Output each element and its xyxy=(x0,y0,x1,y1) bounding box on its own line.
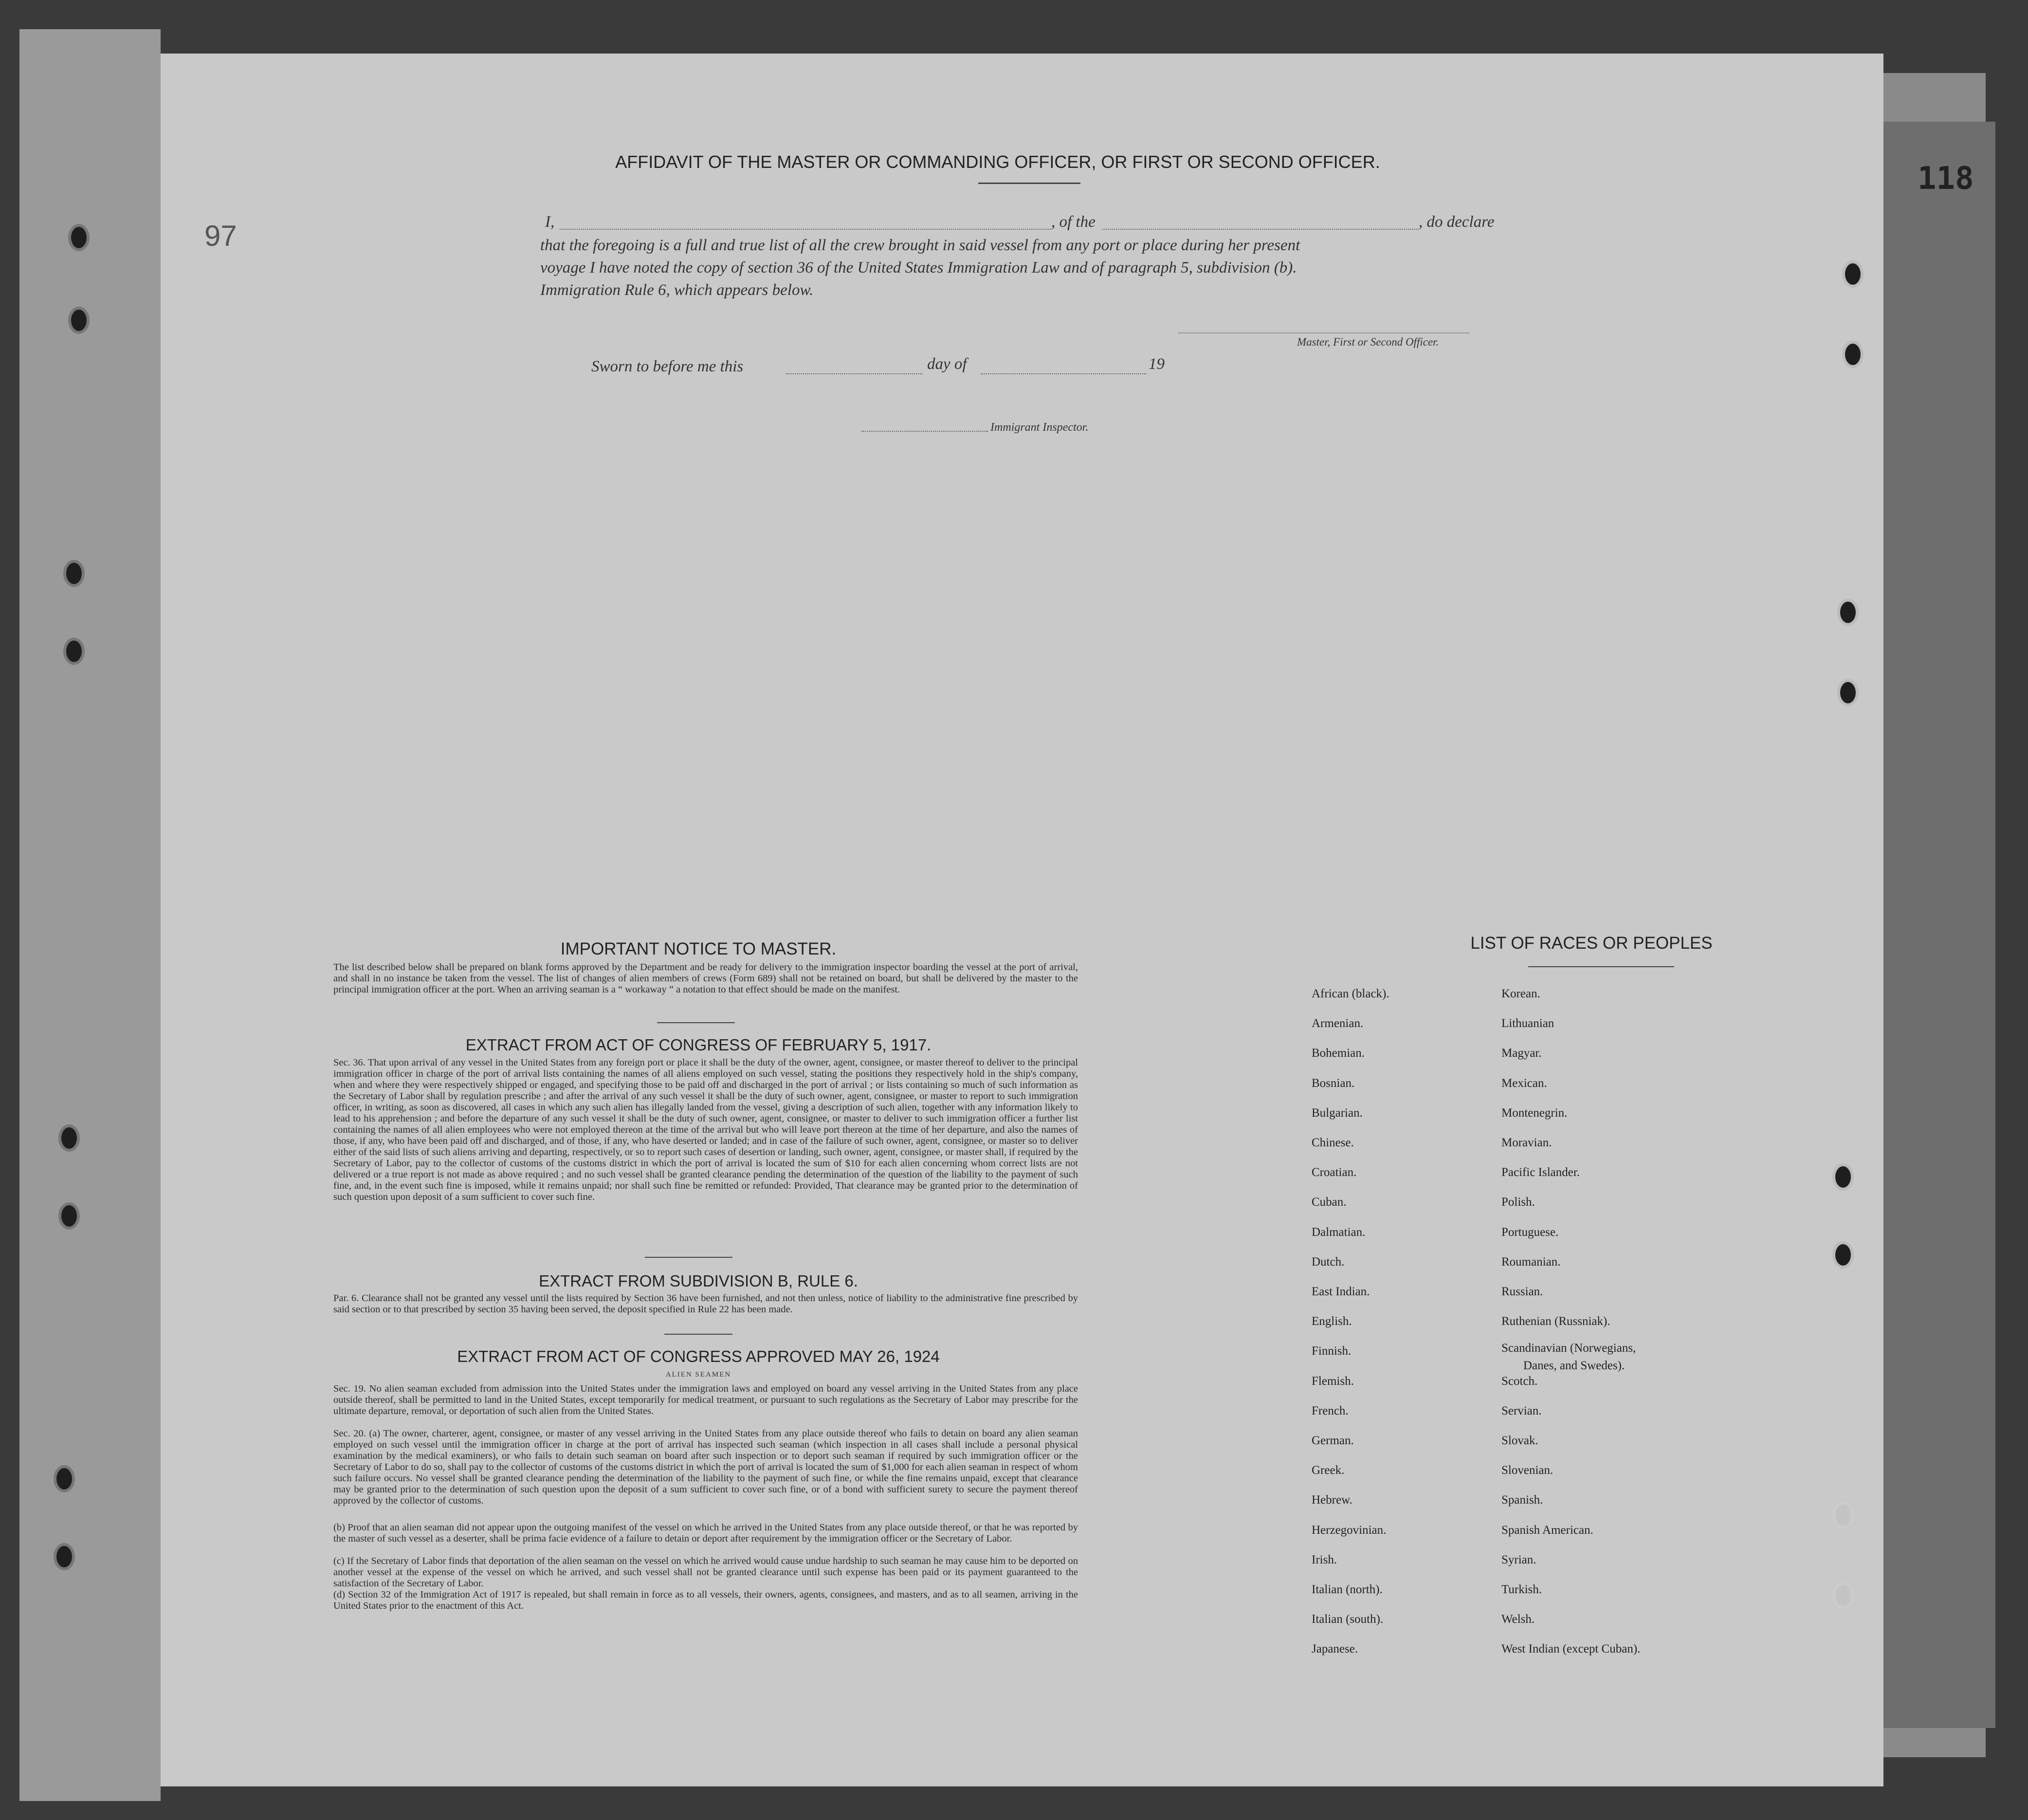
binder-hole xyxy=(68,307,90,334)
sworn-text: Sworn to before me this xyxy=(591,358,744,375)
affidavit-rule xyxy=(978,183,1080,184)
affidavit-title: AFFIDAVIT OF THE MASTER OR COMMANDING OFFICER, OR FIRST OR SECOND OFFICER. xyxy=(615,152,1380,172)
race-item: Spanish American. xyxy=(1501,1523,1593,1537)
back-sheet-edge xyxy=(1879,122,1995,1728)
extract-1917-title: EXTRACT FROM ACT OF CONGRESS OF FEBRUARY 5, 1917. xyxy=(465,1036,932,1054)
race-item: Lithuanian xyxy=(1501,1017,1554,1030)
rule6-rule xyxy=(664,1334,732,1335)
race-item: Italian (south). xyxy=(1312,1613,1384,1626)
extract-1924-sec20c: (c) If the Secretary of Labor finds that deportation of the alien seaman on the vessel on which he arrived would cause undue hardship to such seaman he may cause him to be deported on another vessel at the expense of the vessel on which he arrived, and such vessel shall not be granted clearance until such expense has been paid or its payment guaranteed to the satisfaction of the Secretary of Labor. xyxy=(333,1556,1078,1589)
binder-hole xyxy=(54,1543,75,1570)
day-of: day of xyxy=(927,355,967,373)
affidavit-i: I, xyxy=(545,213,555,231)
affidavit-body-line3: Immigration Rule 6, which appears below. xyxy=(540,281,814,299)
race-item: Spanish. xyxy=(1501,1493,1543,1507)
extract-1924-sec20d: (d) Section 32 of the Immigration Act of 1917 is repealed, but shall remain in force as to all vessels, their owners, agents, consignees, and masters, and as to all seamen, arriving in the United States prior to the enactment of this Act. xyxy=(333,1589,1078,1611)
race-item: Slovenian. xyxy=(1501,1464,1553,1477)
master-signature-line xyxy=(1178,332,1470,333)
race-item: Polish. xyxy=(1501,1195,1535,1209)
vessel-blank xyxy=(1102,229,1419,230)
affidavit-do-declare: , do declare xyxy=(1419,213,1495,231)
affidavit-of-the: , of the xyxy=(1051,213,1096,231)
notice-rule xyxy=(657,1022,735,1023)
race-item: Bulgarian. xyxy=(1312,1106,1363,1120)
notice-title: IMPORTANT NOTICE TO MASTER. xyxy=(560,939,837,958)
binder-hole xyxy=(1837,679,1859,706)
binder-hole xyxy=(54,1465,75,1492)
extract-1924-sec20b: (b) Proof that an alien seaman did not appear upon the outgoing manifest of the vessel on which he arrived in the United States from any place outside thereof, or that he was reported by the master of such vessel as a deserter, shall be prima facie evidence of a failure to detain or deport after requirement by the immigration officer or the Secretary of Labor. xyxy=(333,1522,1078,1544)
affidavit-body-line2: voyage I have noted the copy of section 36 of the United States Immigration Law and of paragraph 5, subdivision (b). xyxy=(540,259,1297,276)
race-item: Scandinavian (Norwegians, xyxy=(1501,1342,1636,1355)
race-item: Japanese. xyxy=(1312,1642,1358,1656)
alien-seamen-subhead: ALIEN SEAMEN xyxy=(665,1371,731,1379)
sworn-month-blank xyxy=(981,373,1146,374)
race-item: Finnish. xyxy=(1312,1344,1352,1358)
binder-hole xyxy=(1832,1582,1854,1609)
race-item: French. xyxy=(1312,1404,1349,1417)
rule6-body: Par. 6. Clearance shall not be granted any vessel until the lists required by Section 36 have been furnished, and not then unless, notice of liability to the administrative fine prescribed by said section or to that prescribed by section 35 having been served, the deposit specified in Rule 22 has been made. xyxy=(333,1293,1078,1315)
binder-hole xyxy=(1832,1241,1854,1268)
rule6-title: EXTRACT FROM SUBDIVISION B, RULE 6. xyxy=(539,1272,858,1290)
race-item: East Indian. xyxy=(1312,1285,1370,1298)
race-item: Mexican. xyxy=(1501,1076,1547,1090)
extract-1924-sec19: Sec. 19. No alien seaman excluded from admission into the United States under the immigration laws and employed on board any vessel arriving in the United States from any place outside thereof, shall be permitted to land in the United States, except temporarily for medical treatment, or pursuant to such regulations as the Secretary of Labor may prescribe for the ultimate departure, removal, or deportation of such alien from the United States. xyxy=(333,1383,1078,1416)
binder-hole xyxy=(1832,1502,1854,1529)
extract-1924-title: EXTRACT FROM ACT OF CONGRESS APPROVED MAY 26, 1924 xyxy=(457,1347,940,1365)
race-item: Bohemian. xyxy=(1312,1047,1365,1060)
race-item: Bosnian. xyxy=(1312,1076,1355,1090)
race-item: Slovak. xyxy=(1501,1434,1538,1447)
race-item: Syrian. xyxy=(1501,1553,1536,1566)
race-item: African (black). xyxy=(1312,987,1389,1000)
race-item: Hebrew. xyxy=(1312,1493,1352,1507)
race-item: Croatian. xyxy=(1312,1166,1357,1179)
race-item: Roumanian. xyxy=(1501,1255,1561,1268)
race-item: Ruthenian (Russniak). xyxy=(1501,1315,1610,1328)
page-number: 118 xyxy=(1918,161,1974,197)
race-item: German. xyxy=(1312,1434,1354,1447)
extract-1924-sec20a: Sec. 20. (a) The owner, charterer, agent, consignee, or master of any vessel arriving in the United States from any place outside thereof who fails to detain on board any alien seaman employed on such vessel until the immigration officer in charge at the port of arrival has inspected such seaman (which inspection in all cases shall include a personal physical examination by the medical examiners), or who fails to detain such seaman on board after such inspection or to deport such seaman if required by such immigration officer or the Secretary of Labor to do so, shall pay to the collector of customs of the customs district in which the port of arrival is located the sum of $1,000 for each alien seaman in respect of whom such failure occurs. No vessel shall be granted clearance pending the determination of the liability to the payment of such fine, or while the fine remains unpaid, except that clearance may be granted prior to the determination of such question upon the deposit of a sum sufficient to cover such fine, or of a bond with sufficient surety to secure the payment thereof approved by the collector of customs. xyxy=(333,1428,1078,1506)
race-item: Servian. xyxy=(1501,1404,1542,1417)
races-rule xyxy=(1528,966,1674,967)
binder-hole xyxy=(1832,1163,1854,1191)
race-item: Greek. xyxy=(1312,1464,1345,1477)
binder-hole xyxy=(1837,599,1859,626)
binder-hole xyxy=(63,560,85,587)
race-item: Moravian. xyxy=(1501,1136,1552,1149)
binder-hole xyxy=(1842,260,1864,288)
race-item: Welsh. xyxy=(1501,1613,1535,1626)
race-item: Armenian. xyxy=(1312,1017,1364,1030)
race-item: Russian. xyxy=(1501,1285,1543,1298)
race-item: English. xyxy=(1312,1315,1352,1328)
master-label: Master, First or Second Officer. xyxy=(1297,336,1439,348)
binder-hole xyxy=(68,224,90,251)
binder-hole xyxy=(1842,341,1864,368)
race-item: Chinese. xyxy=(1312,1136,1354,1149)
race-item: Italian (north). xyxy=(1312,1583,1383,1596)
binder-strip xyxy=(19,29,161,1801)
race-item: Dalmatian. xyxy=(1312,1225,1366,1239)
sworn-day-blank xyxy=(786,373,922,374)
inspector-signature-line xyxy=(861,431,988,432)
race-item: Pacific Islander. xyxy=(1501,1166,1580,1179)
year-19: 19 xyxy=(1149,355,1165,373)
race-item: Portuguese. xyxy=(1501,1225,1559,1239)
race-item: Danes, and Swedes). xyxy=(1523,1359,1625,1373)
inspector-label: Immigrant Inspector. xyxy=(990,421,1089,434)
binder-hole xyxy=(58,1124,80,1152)
race-item: Korean. xyxy=(1501,987,1540,1000)
affidavit-body-line1: that the foregoing is a full and true list of all the crew brought in said vessel from any port or place during her present xyxy=(540,237,1300,254)
race-item: West Indian (except Cuban). xyxy=(1501,1642,1641,1656)
race-item: Cuban. xyxy=(1312,1195,1347,1209)
race-item: Irish. xyxy=(1312,1553,1337,1566)
race-item: Montenegrin. xyxy=(1501,1106,1568,1120)
race-item: Scotch. xyxy=(1501,1374,1538,1388)
race-item: Flemish. xyxy=(1312,1374,1354,1388)
extract-1917-body: Sec. 36. That upon arrival of any vessel in the United States from any foreign port or place it shall be the duty of the owner, agent, consignee, or master thereof to deliver to the principal immigration officer in charge of the port of arrival lists containing the names of all aliens employed on such vessel, stating the positions they respectively hold in the ship's company, when and where they were respectively shipped or engaged, and specifying those to be paid off and discharged in the port of arrival ; or lists containing so much of such information as the Secretary of Labor shall by regulation prescribe ; and after the arrival of any such vessel it shall be the duty of such owner, agent, consignee, or master to report to such immigration officer, in writing, as soon as discovered, all cases in which any such alien has illegally landed from the vessel, giving a description of such alien, together with any information likely to lead to his apprehension ; and before the departure of any such vessel it shall be the duty of such owner, agent, consignee, or master to deliver to such immigration officer a further list containing the names of all alien employees who were not employed thereon at the time of the arrival but who will leave port thereon at the time of her departure, and also the names of those, if any, who have been paid off and discharged, and of those, if any, who have deserted or landed; and in case of the failure of such owner, agent, consignee, or master so to deliver either of the said lists of such aliens arriving and departing, respectively, or so to report such cases of desertion or landing, such owner, agent, consignee, or master shall, if required by the Secretary of Labor, pay to the collector of customs of the customs district in which the port of arrival is located the sum of $10 for each alien concerning whom correct lists are not delivered or a true report is not made as above required ; and no such vessel shall be granted clearance pending the determination of the question of the liability to the payment of such fine, and, in the event such fine is imposed, while it remains unpaid; nor shall such fine be remitted or refunded: Provided, That clearance may be granted prior to the determination of such question upon deposit of a sum sufficient to cover such fine. xyxy=(333,1057,1078,1202)
binder-hole xyxy=(63,638,85,665)
race-item: Magyar. xyxy=(1501,1047,1542,1060)
race-item: Herzegovinian. xyxy=(1312,1523,1387,1537)
name-blank xyxy=(560,229,1051,230)
race-item: Turkish. xyxy=(1501,1583,1542,1596)
race-item: Dutch. xyxy=(1312,1255,1345,1268)
margin-mark: 97 xyxy=(204,220,237,252)
extract-1917-rule xyxy=(645,1257,732,1258)
binder-hole xyxy=(58,1202,80,1230)
notice-body: The list described below shall be prepared on blank forms approved by the Department and be ready for delivery to the immigration inspector boarding the vessel at the port of arrival, and shall in no instance be taken from the vessel. The list of changes of alien members of crews (Form 689) shall not be retained on board, but shall be delivered by the master to the principal immigration officer at the port. When an arriving seaman is a “ workaway ” a notation to that effect should be made on the manifest. xyxy=(333,962,1078,995)
races-title: LIST OF RACES OR PEOPLES xyxy=(1470,934,1713,953)
